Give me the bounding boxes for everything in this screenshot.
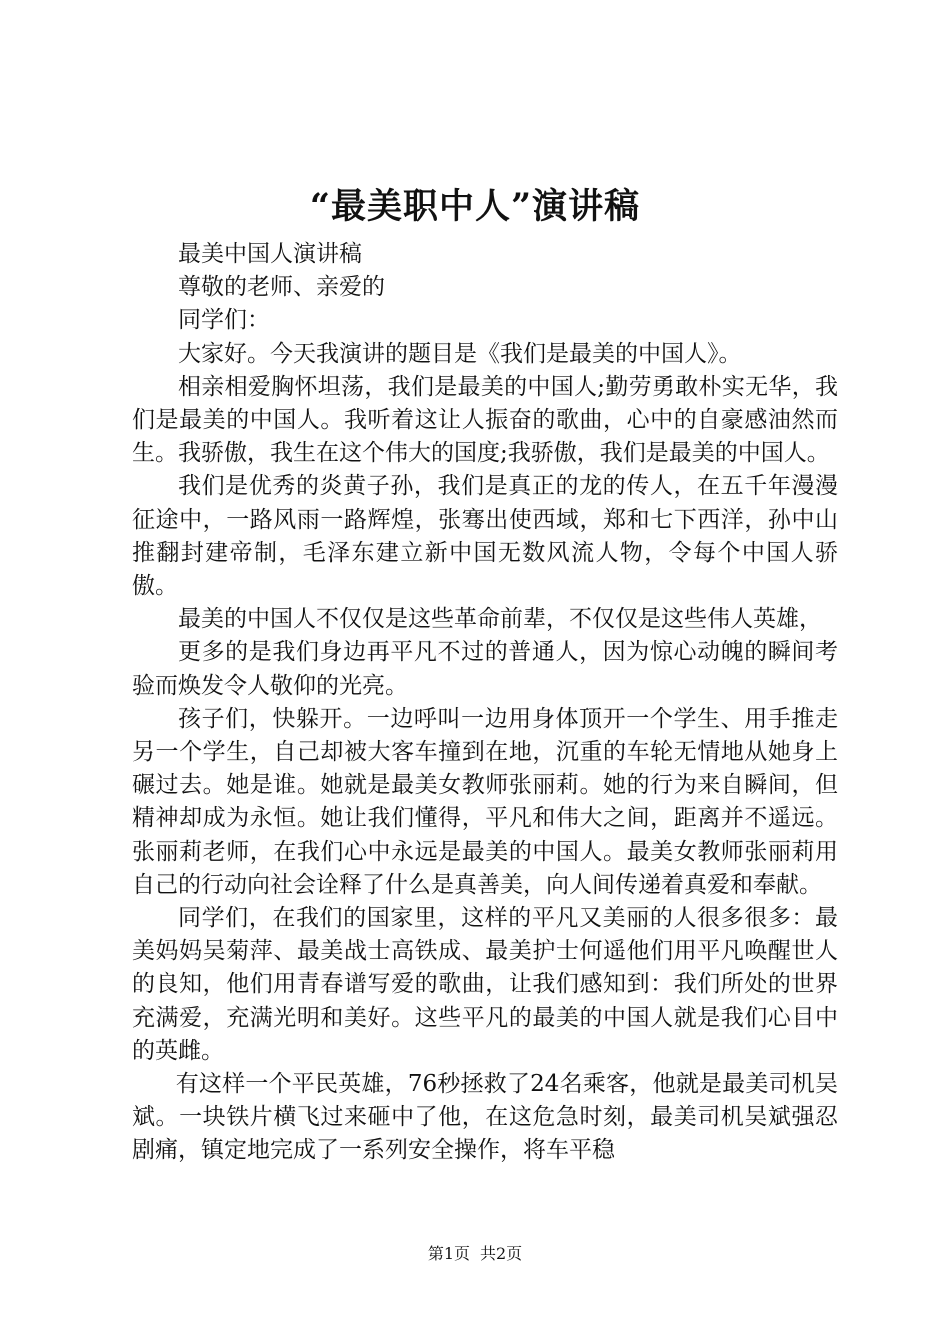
body-paragraph: 最美的中国人不仅仅是这些革命前辈，不仅仅是这些伟人英雄， <box>178 606 822 633</box>
body-paragraph: 同学们： <box>178 307 270 334</box>
page-total: 共2页 <box>480 1244 523 1263</box>
document-body <box>132 238 838 1168</box>
page-number: 第1页 <box>427 1244 470 1263</box>
body-paragraph: 同学们，在我们的国家里，这样的平凡又美丽的人很多很多：最美妈妈吴菊萍、最美战士高铁成、最美护士何遥他们用平凡唤醒世人的良知，他们用青春谱写爱的歌曲，让我们感知到：我们所处的世界充满爱，充满光明和美好。这些平凡的最美的中国人就是我们心目中的英雌。 <box>132 905 838 1064</box>
body-paragraph: 孩子们，快躲开。一边呼叫一边用身体顶开一个学生、用手推走另一个学生，自己却被大客车撞到在地，沉重的车轮无情地从她身上碾过去。她是谁。她就是最美女教师张丽莉。她的行为来自瞬间，但精神却成为永恒。她让我们懂得，平凡和伟大之间，距离并不遥远。张丽莉老师，在我们心中永远是最美的中国人。最美女教师张丽莉用自己的行动向社会诠释了什么是真善美，向人间传递着真爱和奉献。 <box>132 705 838 898</box>
body-paragraph: 有这样一个平民英雄，76秒拯救了24名乘客，他就是最美司机吴斌。一块铁片横飞过来砸中了他，在这危急时刻，最美司机吴斌强忍剧痛，镇定地完成了一系列安全操作，将车平稳 <box>132 1071 838 1164</box>
body-paragraph: 尊敬的老师、亲爱的 <box>178 274 385 301</box>
body-paragraph: 相亲相爱胸怀坦荡，我们是最美的中国人;勤劳勇敢朴实无华，我们是最美的中国人。我听着这让人振奋的歌曲，心中的自豪感油然而生。我骄傲，我生在这个伟大的国度;我骄傲，我们是最美的中国人。 <box>132 373 838 467</box>
body-paragraph: 我们是优秀的炎黄子孙，我们是真正的龙的传人，在五千年漫漫征途中，一路风雨一路辉煌，张骞出使西域，郑和七下西洋，孙中山推翻封建帝制，毛泽东建立新中国无数风流人物，令每个中国人骄傲。 <box>132 473 838 600</box>
body-paragraph: 最美中国人演讲稿 <box>178 241 362 267</box>
document-title: “最美职中人”演讲稿 <box>309 186 641 227</box>
body-paragraph: 大家好。今天我演讲的题目是《我们是最美的中国人》。 <box>178 340 742 367</box>
page-footer <box>0 1243 950 1265</box>
body-paragraph: 更多的是我们身边再平凡不过的普通人，因为惊心动魄的瞬间考验而焕发令人敬仰的光亮。 <box>132 639 838 699</box>
